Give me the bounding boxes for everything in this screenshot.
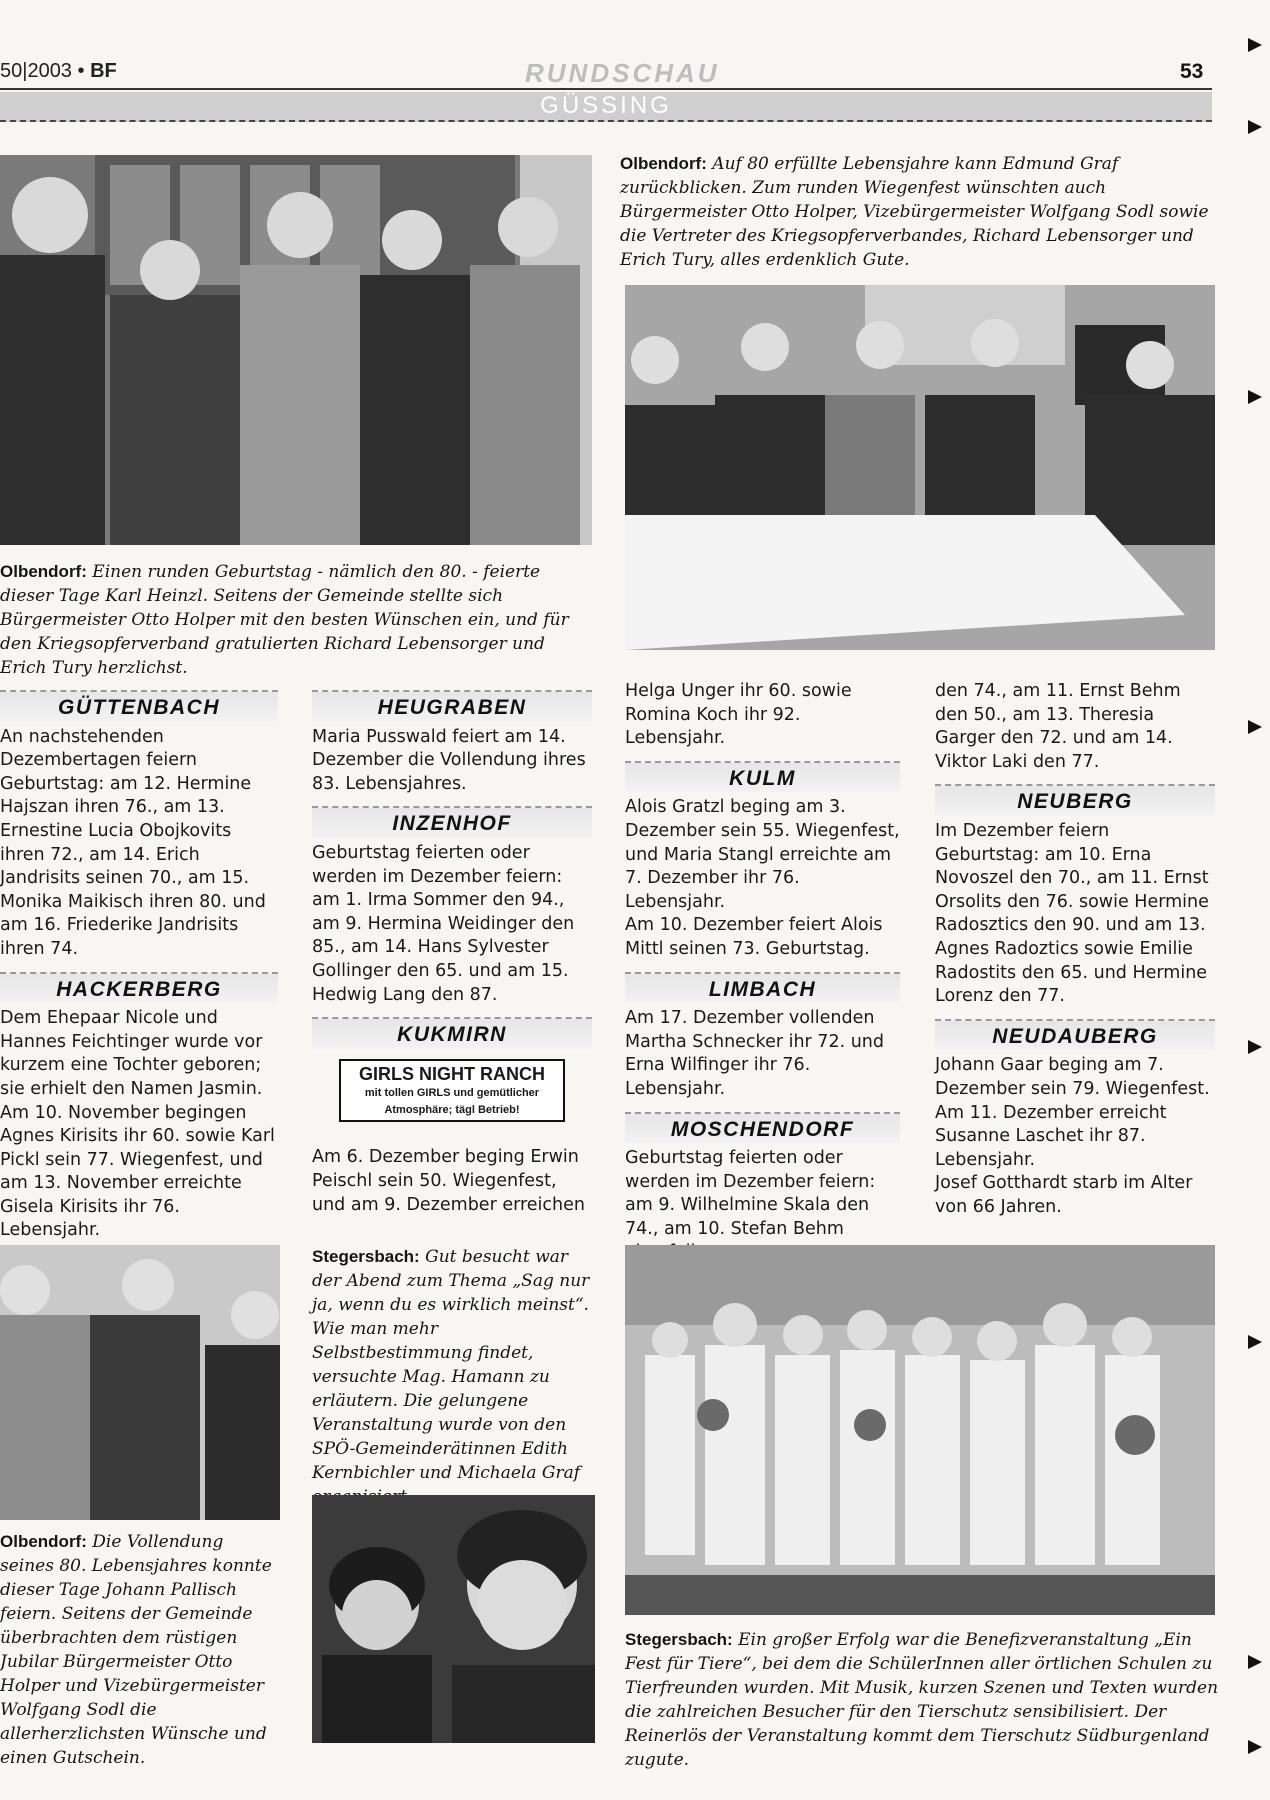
publication-name: BF (90, 60, 117, 82)
heading-limbach: LIMBACH (625, 972, 900, 1004)
margin-arrow-icon (1248, 38, 1262, 52)
issue-bullet: • (77, 60, 85, 82)
text-continued-moschendorf: den 74., am 11. Ernst Behm den 50., am 13. Theresia Garger den 72. und am 14. Viktor Laki den 77. (935, 681, 1181, 772)
photo-karl-heinzl (625, 285, 1215, 650)
column-3 (625, 680, 900, 1265)
heading-hackerberg: HACKERBERG (0, 972, 278, 1004)
issue-number: 50|2003 (0, 60, 72, 82)
caption-edmund-graf (620, 152, 1220, 272)
header-rule (0, 88, 1212, 90)
photo-fest-fuer-tiere (625, 1245, 1215, 1615)
section-title: RUNDSCHAU (525, 58, 720, 88)
column-4 (935, 680, 1215, 1219)
heading-guettenbach: GÜTTENBACH (0, 690, 278, 722)
column-1 (0, 690, 278, 1243)
text-hackerberg: Dem Ehepaar Nicole und Hannes Feichtinger wurde vor kurzem eine Tochter geboren; sie erhielt den Namen Jasmin. Am 10. November begingen Agnes Kirisits ihr 60. sowie Karl Pickl sein 77. Wiegenfest, und am 13. November erreichte Gisela Kirisits ihr 76. Lebensjahr. (0, 1008, 275, 1241)
heading-inzenhof: INZENHOF (312, 806, 592, 838)
caption-johann-pallisch (0, 1530, 280, 1770)
ad-line-2: Atmosphäre; tägl Betrieb! (384, 1104, 520, 1117)
text-kukmirn: Am 6. Dezember beging Erwin Peischl sein 50. Wiegenfest, und am 9. Dezember erreichen (312, 1147, 585, 1215)
caption-stegersbach-abend (312, 1245, 597, 1509)
text-guettenbach: An nachstehenden Dezembertagen feiern Geburtstag: am 12. Hermine Hajszan ihren 76., am 13. Ernestine Lucia Obojkovits ihren 72., am 14. Erich Jandrisits seinen 70., am 15. Monika Maikisch ihren 80. und am 16. Friederike Jandrisits ihren 74. (0, 726, 266, 959)
text-heugraben: Maria Pusswald feiert am 14. Dezember die Vollendung ihres 83. Lebensjahres. (312, 726, 586, 794)
caption-text: Einen runden Geburtstag - nämlich den 80. - feierte dieser Tage Karl Heinzl. Seitens der Gemeinde stellte sich Bürgermeister Otto Holper mit den besten Wünschen ein, und für den Kriegsopferverband gratulierten Richard Lebensorger und Erich Tury herzlichst. (0, 562, 569, 678)
heading-kukmirn: KUKMIRN (312, 1017, 592, 1049)
caption-place: Stegersbach: (312, 1247, 420, 1266)
page-number: 53 (1180, 60, 1204, 83)
margin-arrow-icon (1248, 1335, 1262, 1349)
margin-arrow-icon (1248, 720, 1262, 734)
photo-johann-pallisch (0, 1245, 280, 1520)
text-inzenhof: Geburtstag feierten oder werden im Dezember feiern: am 1. Irma Sommer den 94., am 9. Hermina Weidinger den 85., am 14. Hans Sylvester Gollinger den 65. und am 15. Hedwig Lang den 87. (312, 842, 575, 1005)
heading-neuberg: NEUBERG (935, 784, 1215, 816)
girls-night-ranch-ad (339, 1059, 565, 1123)
heading-kulm: KULM (625, 761, 900, 793)
caption-place: Olbendorf: (0, 562, 87, 581)
caption-fest-fuer-tiere (625, 1628, 1220, 1772)
margin-arrow-icon (1248, 1740, 1262, 1754)
caption-text: Gut besucht war der Abend zum Thema „Sag nur ja, wenn du es wirklich meinst“. Wie man mehr Selbstbestimmung findet, versuchte Mag. Hamann zu erläutern. Die gelungene Veranstaltung wurde von den SPÖ-Gemeinderätinnen Edith Kernbichler und Michaela Graf (312, 1247, 590, 1483)
text-neuberg: Im Dezember feiern Geburtstag: am 10. Erna Novoszel den 70., am 11. Ernst Orsolits den 76. sowie Hermine Radosztics den 90. und am 13. Agnes Radoztics sowie Emilie Radostits den 65. und Hermine Lorenz den 77. (935, 820, 1209, 1007)
ad-line-1: mit tollen GIRLS und gemütlicher (364, 1087, 540, 1100)
margin-arrow-icon (1248, 1040, 1262, 1054)
column-2 (312, 690, 592, 1217)
margin-arrow-icon (1248, 120, 1262, 134)
caption-place: Olbendorf: (620, 154, 707, 173)
caption-karl-heinzl (0, 560, 590, 680)
margin-arrow-icon (1248, 1655, 1262, 1669)
caption-place: Stegersbach: (625, 1630, 733, 1649)
text-moschendorf: Geburtstag feierten oder werden im Dezember feiern: am 9. Wilhelmine Skala den 74., am 10. Stefan Behm (625, 1148, 876, 1239)
caption-place: Olbendorf: (0, 1532, 87, 1551)
text-kulm-1: Alois Gratzl beging am 3. Dezember sein 55. Wiegenfest, und Maria Stangl erreichte am 7. Dezember ihr 76. Lebensjahr. (625, 797, 900, 912)
text-continued-helga: Helga Unger ihr 60. sowie Romina Koch ihr 92. Lebensjahr. (625, 681, 852, 749)
region-title: GÜSSING (540, 92, 672, 119)
text-neudauberg-1: Johann Gaar beging am 7. Dezember sein 79. Wiegenfest. Am 11. Dezember erreicht Susanne Laschet ihr 87. Lebensjahr. (935, 1055, 1210, 1170)
issue-info (0, 60, 117, 83)
text-limbach: Am 17. Dezember vollenden Martha Schnecker ihr 72. und Erna Wilfinger ihr 76. Lebensjahr. (625, 1008, 884, 1099)
heading-heugraben: HEUGRABEN (312, 690, 592, 722)
heading-neudauberg: NEUDAUBERG (935, 1019, 1215, 1051)
caption-text: Auf 80 erfüllte Lebensjahre kann Edmund Graf zurückblicken. Zum runden Wiegenfest wünschten auch Bürgermeister Otto Holper, Vizebürgermeister Wolfgang Sodl sowie die Vertreter des Kriegsopferverbandes, Richard Lebensorger und Erich Tury, alles erdenklich Gute. (620, 154, 1209, 270)
heading-moschendorf: MOSCHENDORF (625, 1112, 900, 1144)
photo-two-women (312, 1495, 595, 1743)
caption-text: Ein großer Erfolg war die Benefizveranstaltung „Ein Fest für Tiere“, bei dem die SchülerInnen aller örtlichen Schulen zu Tierfreunden wurden. Mit Musik, kurzen Szenen und Texten wurden die zahlreichen Besucher für den Tierschutz sensibilisiert. Der Reinerlös der Veranstaltung kommt dem Tierschutz Südburgenland zugute. (625, 1630, 1219, 1770)
margin-arrow-icon (1248, 390, 1262, 404)
caption-text: Die Vollendung seines 80. Lebensjahres konnte dieser Tage Johann Pallisch feiern. Seitens der Gemeinde überbrachten dem rüstigen Jubilar Bürgermeister Otto Holper und Vizebürgermeister Wolfgang Sodl die allerherzlichsten Wünsche und einen Gutschein. (0, 1532, 272, 1768)
text-neudauberg-2: Josef Gotthardt starb im Alter von 66 Jahren. (935, 1173, 1193, 1217)
text-kulm-2: Am 10. Dezember feiert Alois Mittl seinen 73. Geburtstag. (625, 915, 883, 959)
ad-title: GIRLS NIGHT RANCH (359, 1063, 545, 1084)
photo-edmund-graf (0, 155, 592, 545)
